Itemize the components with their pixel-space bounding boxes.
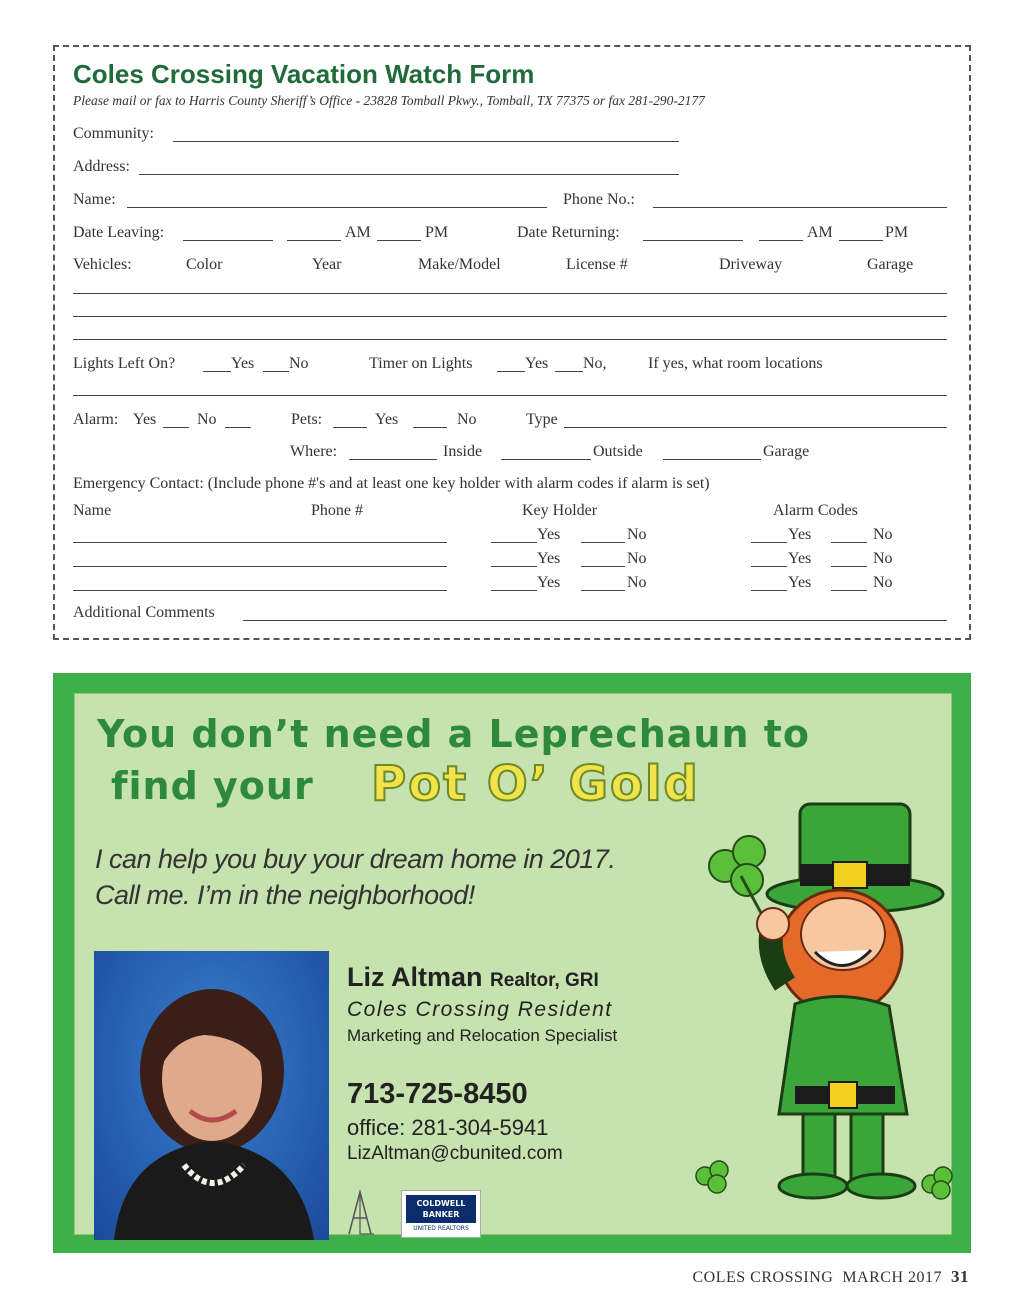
alarm-no-field[interactable]	[225, 427, 251, 428]
agent-specialty: Marketing and Relocation Specialist	[347, 1026, 618, 1045]
footer-publication: COLES CROSSING	[692, 1269, 834, 1286]
code-no-field[interactable]	[831, 566, 867, 567]
agent-email[interactable]: LizAltman@cbunited.com	[347, 1143, 563, 1164]
key-no-field[interactable]	[581, 566, 625, 567]
agent-phone[interactable]: 713-725-8450	[347, 1078, 528, 1110]
community-label: Community:	[73, 125, 154, 142]
lights-yes-label: Yes	[231, 355, 255, 372]
key-no-label: No	[627, 526, 647, 543]
agent-resident: Coles Crossing Resident	[347, 998, 613, 1021]
agent-name	[347, 962, 599, 993]
pets-yes-field[interactable]	[333, 427, 367, 428]
name-field[interactable]	[127, 207, 547, 208]
community-field[interactable]	[173, 141, 679, 142]
vehicle-col-color: Color	[186, 256, 223, 273]
room-locations-field[interactable]	[73, 395, 947, 396]
leaving-am-label: AM	[345, 224, 371, 241]
form-subtitle: Please mail or fax to Harris County Sheriff’s Office - 23828 Tomball Pkwy., Tomball, TX 77375 or fax 281-290-2177	[73, 93, 705, 108]
address-field[interactable]	[139, 174, 679, 175]
vehicle-row-field[interactable]	[73, 339, 947, 340]
contact-col-name: Name	[73, 502, 112, 519]
ad-headline: You don’t need a Leprechaun to	[97, 712, 811, 756]
key-no-label: No	[627, 550, 647, 567]
key-yes-label: Yes	[537, 550, 561, 567]
date-leaving-field[interactable]	[183, 240, 273, 241]
vehicle-col-garage: Garage	[867, 256, 914, 273]
vehicles-label: Vehicles:	[73, 256, 132, 273]
leaving-pm-label: PM	[425, 224, 449, 241]
leaving-am-field[interactable]	[287, 240, 341, 241]
vehicle-col-license: License #	[566, 256, 628, 273]
realtor-advertisement	[53, 673, 971, 1253]
contact-field[interactable]	[73, 566, 447, 567]
vehicle-col-year: Year	[312, 256, 342, 273]
code-no-label: No	[873, 574, 893, 591]
date-returning-field[interactable]	[643, 240, 743, 241]
where-outside-field[interactable]	[501, 459, 591, 460]
emergency-label: Emergency Contact: (Include phone #'s and at least one key holder with alarm codes if alarm is set)	[73, 475, 710, 492]
code-yes-label: Yes	[788, 574, 812, 591]
returning-pm-label: PM	[885, 224, 909, 241]
lights-label: Lights Left On?	[73, 355, 176, 372]
form-title: Coles Crossing Vacation Watch Form	[73, 59, 535, 89]
alarm-no-label: No	[197, 411, 217, 428]
footer-issue: MARCH 2017	[842, 1269, 942, 1286]
agent-title: Realtor, GRI	[490, 970, 599, 991]
timer-no-label: No,	[583, 355, 607, 372]
alarm-yes-label: Yes	[133, 411, 157, 428]
key-yes-label: Yes	[537, 526, 561, 543]
key-yes-label: Yes	[537, 574, 561, 591]
vehicle-col-driveway: Driveway	[719, 256, 783, 273]
alarm-label: Alarm:	[73, 411, 119, 428]
lights-no-field[interactable]	[263, 371, 289, 372]
address-label: Address:	[73, 158, 130, 175]
agent-monogram-logo	[343, 1186, 377, 1238]
logo-brand: COLDWELL BANKER	[406, 1195, 476, 1223]
type-label: Type	[526, 411, 558, 428]
code-yes-field[interactable]	[751, 590, 787, 591]
code-no-field[interactable]	[831, 542, 867, 543]
vehicle-row-field[interactable]	[73, 316, 947, 317]
contact-field[interactable]	[73, 590, 447, 591]
alarm-yes-field[interactable]	[163, 427, 189, 428]
phone-label: Phone No.:	[563, 191, 635, 208]
pets-yes-label: Yes	[375, 411, 399, 428]
code-no-field[interactable]	[831, 590, 867, 591]
pets-no-label: No	[457, 411, 477, 428]
contact-col-key-holder: Key Holder	[522, 502, 598, 519]
date-leaving-label: Date Leaving:	[73, 224, 165, 241]
vehicle-col-make: Make/Model	[418, 256, 501, 273]
code-yes-label: Yes	[788, 526, 812, 543]
timer-label: Timer on Lights	[369, 355, 473, 372]
where-garage-label: Garage	[763, 443, 810, 460]
room-locations-label: If yes, what room locations	[648, 355, 823, 372]
code-yes-field[interactable]	[751, 542, 787, 543]
date-returning-label: Date Returning:	[517, 224, 620, 241]
where-label: Where:	[290, 443, 338, 460]
leaving-pm-field[interactable]	[377, 240, 421, 241]
leprechaun-illustration	[675, 784, 955, 1224]
lights-yes-field[interactable]	[203, 371, 231, 372]
contact-field[interactable]	[73, 542, 447, 543]
returning-am-label: AM	[807, 224, 833, 241]
where-garage-field[interactable]	[663, 459, 761, 460]
agent-photo	[94, 951, 329, 1240]
returning-am-field[interactable]	[759, 240, 803, 241]
type-field[interactable]	[564, 427, 947, 428]
agent-portrait-illustration	[94, 951, 329, 1240]
pot-of-gold-text: Pot O’ Gold	[371, 756, 700, 812]
key-no-field[interactable]	[581, 542, 625, 543]
contact-col-alarm-codes: Alarm Codes	[773, 502, 858, 519]
name-label: Name:	[73, 191, 116, 208]
timer-yes-field[interactable]	[497, 371, 525, 372]
key-yes-field[interactable]	[491, 590, 537, 591]
agent-office-phone[interactable]: office: 281-304-5941	[347, 1115, 549, 1140]
key-yes-field[interactable]	[491, 566, 537, 567]
page-number: 31	[951, 1267, 969, 1286]
code-no-label: No	[873, 550, 893, 567]
vehicle-row-field[interactable]	[73, 293, 947, 294]
ad-panel	[74, 693, 952, 1235]
pets-no-field[interactable]	[413, 427, 447, 428]
key-no-label: No	[627, 574, 647, 591]
ad-tagline-1: I can help you buy your dream home in 2017.	[95, 844, 616, 874]
lights-no-label: No	[289, 355, 309, 372]
code-no-label: No	[873, 526, 893, 543]
page-footer	[693, 1267, 970, 1287]
coldwell-banker-logo	[401, 1190, 481, 1238]
vacation-watch-form	[53, 45, 971, 640]
code-yes-label: Yes	[788, 550, 812, 567]
returning-pm-field[interactable]	[839, 240, 883, 241]
additional-comments-label: Additional Comments	[73, 604, 215, 621]
where-outside-label: Outside	[593, 443, 643, 460]
timer-yes-label: Yes	[525, 355, 549, 372]
where-inside-label: Inside	[443, 443, 483, 460]
code-yes-field[interactable]	[751, 566, 787, 567]
ad-tagline-2: Call me. I’m in the neighborhood!	[95, 880, 475, 910]
ad-headline-2: find your	[111, 764, 314, 808]
additional-comments-field[interactable]	[243, 620, 947, 621]
contact-col-phone: Phone #	[311, 502, 363, 519]
agent-name-text: Liz Altman	[347, 962, 483, 992]
pets-label: Pets:	[291, 411, 323, 428]
where-inside-field[interactable]	[349, 459, 437, 460]
phone-field[interactable]	[653, 207, 947, 208]
logo-sub: UNITED REALTORS	[413, 1225, 469, 1232]
timer-no-field[interactable]	[555, 371, 583, 372]
key-no-field[interactable]	[581, 590, 625, 591]
key-yes-field[interactable]	[491, 542, 537, 543]
